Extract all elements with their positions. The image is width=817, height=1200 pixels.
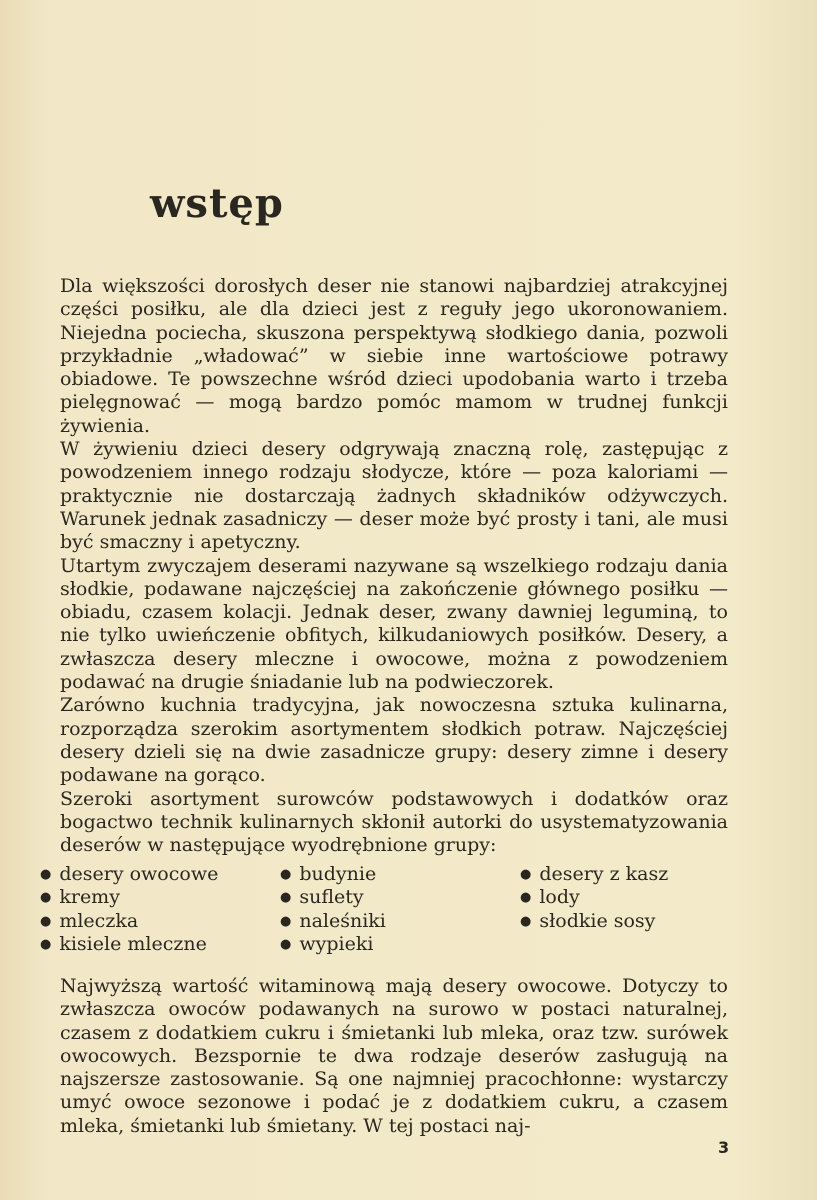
bullet-icon: ● [40,913,52,929]
paragraph-4: Zarówno kuchnia tradycyjna, jak nowoczesna sztuka kulinarna, rozporządza szerokim asortymentem słodkich potraw. Najczęściej desery dzieli się na dwie zasadnicze grupy: desery zimne i desery podawane na gorąco. [60,694,728,787]
bullet-icon: ● [520,913,532,929]
list-item: ● kremy [40,886,120,909]
list-item: ● desery owocowe [40,863,219,885]
bullet-icon: ● [40,890,52,906]
list-item: ● lody [520,886,580,909]
groups-column-1 [40,863,280,956]
bullet-icon: ● [280,936,292,952]
bullet-icon: ● [40,867,52,882]
paragraph-3: Utartym zwyczajem deserami nazywane są wszelkiego rodzaju dania słodkie, podawane najczęściej na zakończenie głównego posiłku — obiadu, czasem kolacji. Jednak deser, zwany dawniej leguminą, to nie tylko uwieńczenie obfitych, kilkudaniowych posiłków. Desery, a zwłaszcza desery mleczne i owocowe, można z powodzeniem podawać na drugie śniadanie lub na podwieczorek. [60,554,728,694]
paragraph-1: Dla większości dorosłych deser nie stanowi najbardziej atrakcyjnej części posiłku, ale dla dzieci jest z reguły jego ukoronowaniem. Niejedna pociecha, skuszona perspektywą słodkiego dania, pozwoli przykładnie „władować” w siebie inne wartościowe potrawy obiadowe. Te powszechne wśród dzieci upodobania warto i trzeba pielęgnować — mogą bardzo pomóc mamom w trudnej funkcji żywienia. [60,275,728,437]
list-item: ● desery z kasz [520,863,669,885]
bullet-icon: ● [280,867,292,882]
list-item: ● słodkie sosy [520,909,656,932]
groups-column-3 [520,863,700,956]
closing-text [60,975,728,1138]
groups-column-2 [280,863,520,956]
bullet-icon: ● [280,913,292,929]
chapter-title: wstęp [150,180,284,227]
list-item: ● suflety [280,886,364,909]
list-item: ● wypieki [280,932,374,955]
list-item: ● mleczka [40,909,139,932]
paragraph-6: Najwyższą wartość witaminową mają desery owocowe. Dotyczy to zwłaszcza owoców podawanych na surowo w postaci naturalnej, czasem z dodatkiem cukru i śmietanki lub mleka, oraz tzw. surówek owocowych. Bezspornie te dwa rodzaje deserów zasługują na najszersze zastosowanie. Są one najmniej pracochłonne: wystarczy umyć owoce sezonowe i podać je z dodatkiem cukru, a czasem mleka, śmietanki lub śmietany. W tej postaci naj- [60,975,728,1137]
bullet-icon: ● [520,867,532,882]
page-number: 3 [718,1138,730,1157]
bullet-icon: ● [520,890,532,906]
paragraph-2: W żywieniu dzieci desery odgrywają znaczną rolę, zastępując z powodzeniem innego rodzaju słodycze, które — poza kaloriami — praktycznie nie dostarczają żadnych składników odżywczych. Warunek jednak zasadniczy — deser może być prosty i tani, ale musi być smaczny i apetyczny. [60,438,728,554]
paragraph-5: Szeroki asortyment surowców podstawowych i dodatków oraz bogactwo technik kulinarnych skłonił autorki do usystematyzowania deserów w następujące wyodrębnione grupy: [60,787,728,857]
bullet-icon: ● [40,936,52,952]
intro-text [60,275,728,857]
list-item: ● naleśniki [280,909,386,932]
list-item: ● budynie [280,863,377,885]
list-item: ● kisiele mleczne [40,932,207,955]
bullet-icon: ● [280,890,292,906]
dessert-groups-list [40,863,700,956]
